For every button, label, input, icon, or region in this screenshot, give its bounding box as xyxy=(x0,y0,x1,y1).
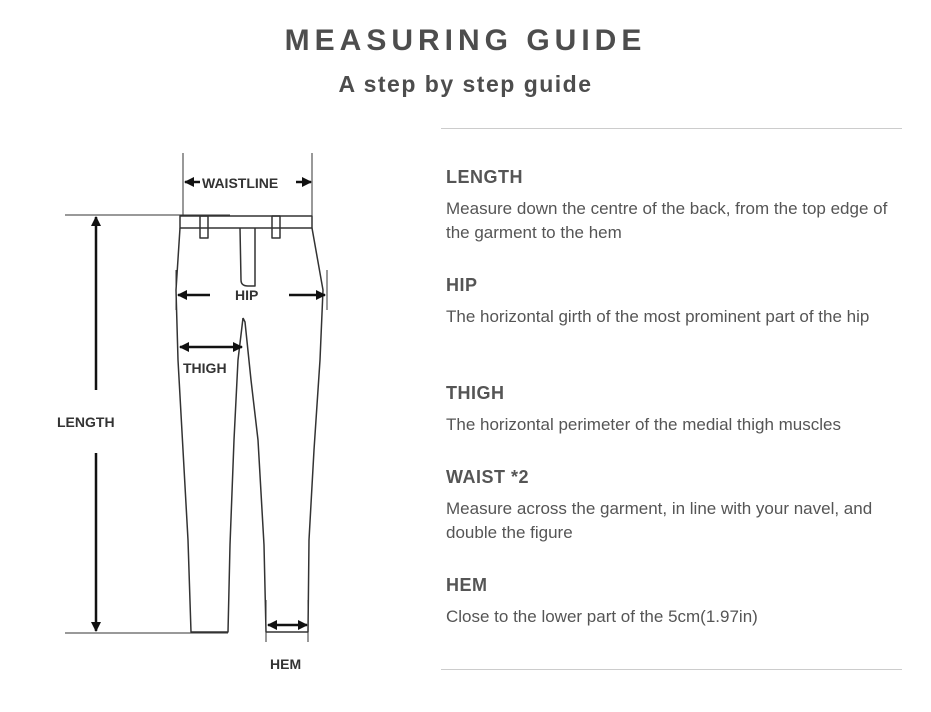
section-description: Measure across the garment, in line with your navel, and double the figure xyxy=(446,499,873,542)
section-heading: THIGH xyxy=(446,383,505,403)
trousers-outline xyxy=(176,216,323,632)
section-description: The horizontal perimeter of the medial thigh muscles xyxy=(446,415,841,434)
page-title: MEASURING GUIDE xyxy=(284,24,647,57)
hip-label: HIP xyxy=(235,287,259,303)
thigh-label: THIGH xyxy=(183,360,227,376)
bottom-divider xyxy=(441,669,902,670)
waistline-label: WAISTLINE xyxy=(202,175,279,191)
section-waist xyxy=(446,467,906,545)
section-heading: HIP xyxy=(446,275,478,295)
section-heading: HEM xyxy=(446,575,488,595)
hem-label: HEM xyxy=(270,656,302,672)
length-label: LENGTH xyxy=(57,414,115,430)
page-subtitle: A step by step guide xyxy=(338,71,593,97)
section-hem xyxy=(446,575,906,629)
section-heading: LENGTH xyxy=(446,167,523,187)
section-heading: WAIST *2 xyxy=(446,467,530,487)
guide-lines xyxy=(65,153,327,642)
left-leg-outline xyxy=(176,228,243,632)
section-description: The horizontal girth of the most prominent part of the hip xyxy=(446,307,870,326)
belt-loop-left xyxy=(200,216,208,238)
fly-line xyxy=(240,228,255,286)
section-hip xyxy=(446,275,906,329)
section-description: Close to the lower part of the 5cm(1.97in) xyxy=(446,607,758,626)
section-description: Measure down the centre of the back, from the top edge of the garment to the hem xyxy=(446,199,888,242)
top-divider xyxy=(441,128,902,129)
section-thigh xyxy=(446,383,906,437)
section-length xyxy=(446,167,906,245)
belt-loop-right xyxy=(272,216,280,238)
